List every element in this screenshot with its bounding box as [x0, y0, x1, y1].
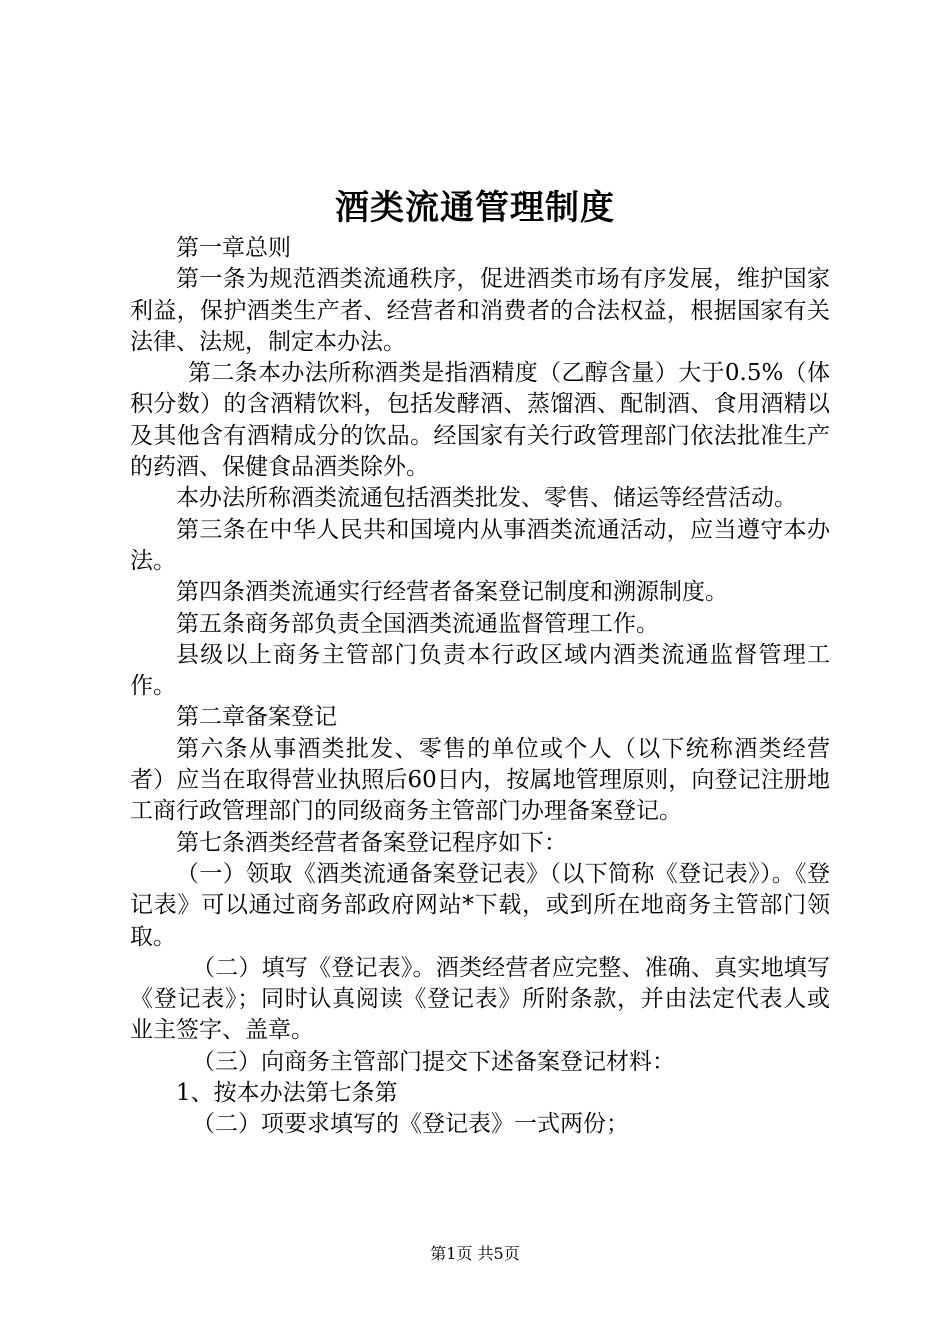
paragraph: （一）领取《酒类流通备案登记表》（以下简称《登记表》）。《登记表》可以通过商务部政府网站*下载，或到所在地商务主管部门领取。 [130, 860, 830, 950]
paragraph: 第二条本办法所称酒类是指酒精度（乙醇含量）大于0.5%（体积分数）的含酒精饮料，包括发酵酒、蒸馏酒、配制酒、食用酒精以及其他含有酒精成分的饮品。经国家有关行政管理部门依法批准生产的药酒、保健食品酒类除外。 [130, 360, 830, 481]
paragraph: 第六条从事酒类批发、零售的单位或个人（以下统称酒类经营者）应当在取得营业执照后60日内，按属地管理原则，向登记注册地工商行政管理部门的同级商务主管部门办理备案登记。 [130, 735, 830, 825]
paragraph: 县级以上商务主管部门负责本行政区域内酒类流通监督管理工作。 [130, 641, 830, 700]
paragraph: （二）填写《登记表》。酒类经营者应完整、准确、真实地填写《登记表》；同时认真阅读《登记表》所附条款，并由法定代表人或业主签字、盖章。 [130, 954, 830, 1044]
chapter-heading: 第二章备案登记 [176, 704, 337, 731]
paragraph: （三）向商务主管部门提交下述备案登记材料： [192, 1048, 675, 1075]
paragraph: 第四条酒类流通实行经营者备案登记制度和溯源制度。 [176, 579, 728, 606]
document-body [130, 233, 830, 1141]
paragraph: 第三条在中华人民共和国境内从事酒类流通活动，应当遵守本办法。 [130, 516, 830, 574]
paragraph: （二）项要求填写的《登记表》一式两份； [192, 1111, 629, 1138]
chapter-heading: 第一章总则 [176, 235, 291, 261]
document-title: 酒类流通管理制度 [335, 188, 615, 228]
paragraph: 1、按本办法第七条第 [176, 1080, 398, 1107]
paragraph: 第七条酒类经营者备案登记程序如下： [176, 829, 567, 856]
paragraph: 本办法所称酒类流通包括酒类批发、零售、储运等经营活动。 [176, 485, 797, 512]
page-number: 第1页 共5页 [430, 1244, 520, 1263]
paragraph: 第五条商务部负责全国酒类流通监督管理工作。 [176, 610, 659, 637]
paragraph: 第一条为规范酒类流通秩序，促进酒类市场有序发展，维护国家利益，保护酒类生产者、经营者和消费者的合法权益，根据国家有关法律、法规，制定本办法。 [130, 266, 830, 355]
